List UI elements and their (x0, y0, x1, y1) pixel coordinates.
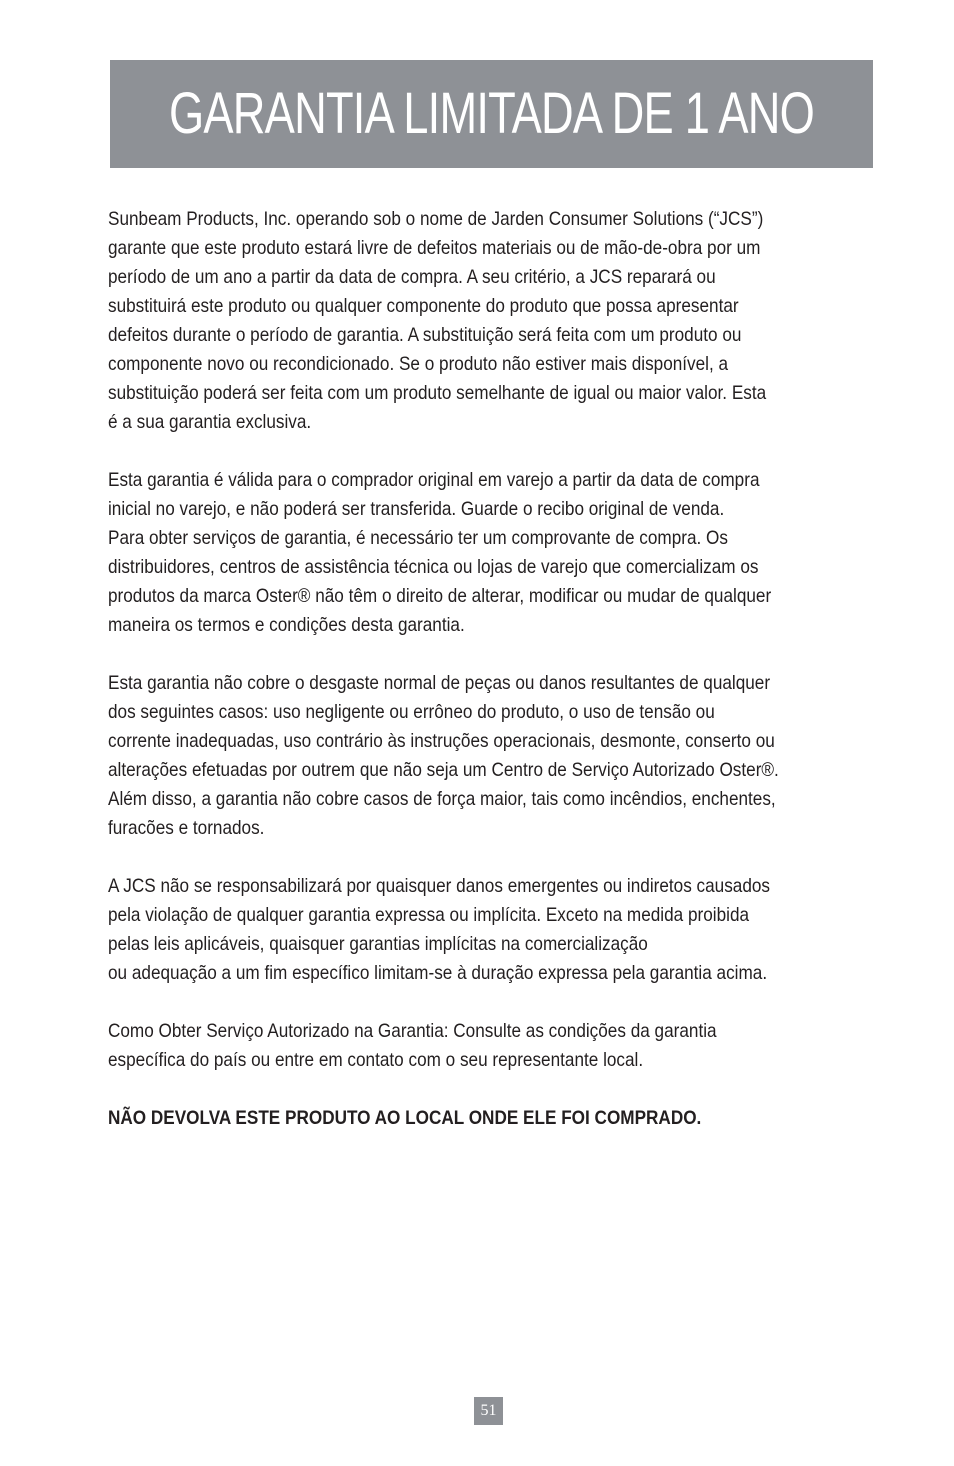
text-line: corrente inadequadas, uso contrário às instruções operacionais, desmonte, conserto ou (108, 730, 775, 752)
text-line: Esta garantia não cobre o desgaste normal de peças ou danos resultantes de qualquer (108, 672, 771, 694)
text-line: Esta garantia é válida para o comprador original em varejo a partir da data de compra (108, 469, 760, 491)
text-line: Além disso, a garantia não cobre casos de força maior, tais como incêndios, enchentes, (108, 788, 776, 810)
paragraph-original-purchaser (108, 466, 888, 640)
text-line: substituição poderá ser feita com um produto semelhante de igual ou maior valor. Esta (108, 382, 767, 404)
text-line: defeitos durante o período de garantia. A substituição será feita com um produto ou (108, 324, 742, 346)
text-line: inicial no varejo, e não poderá ser transferida. Guarde o recibo original de venda. (108, 498, 725, 520)
text-line: Sunbeam Products, Inc. operando sob o nome de Jarden Consumer Solutions (“JCS”) (108, 208, 764, 230)
text-line: dos seguintes casos: uso negligente ou errôneo do produto, o uso de tensão ou (108, 701, 715, 723)
text-line: Como Obter Serviço Autorizado na Garantia: Consulte as condições da garantia (108, 1020, 717, 1042)
paragraph-service (108, 1017, 888, 1075)
text-line: furacões e tornados. (108, 817, 265, 839)
page-number: 51 (474, 1397, 503, 1425)
text-line: ou adequação a um fim específico limitam-se à duração expressa pela garantia acima. (108, 962, 768, 984)
text-line: maneira os termos e condições desta garantia. (108, 614, 465, 636)
paragraph-exclusions (108, 669, 888, 843)
text-line: componente novo ou recondicionado. Se o produto não estiver mais disponível, a (108, 353, 729, 375)
text-line: distribuidores, centros de assistência técnica ou lojas de varejo que comercializam os (108, 556, 759, 578)
text-line: período de um ano a partir da data de compra. A seu critério, a JCS reparará ou (108, 266, 716, 288)
text-line: garante que este produto estará livre de defeitos materiais ou de mão-de-obra por um (108, 237, 761, 259)
title-banner (110, 60, 873, 168)
text-line: NÃO DEVOLVA ESTE PRODUTO AO LOCAL ONDE ELE FOI COMPRADO. (108, 1107, 702, 1129)
paragraph-liability (108, 872, 888, 988)
return-notice (108, 1104, 888, 1133)
text-line: específica do país ou entre em contato com o seu representante local. (108, 1049, 644, 1071)
paragraph-warranty-coverage (108, 205, 888, 437)
text-line: substituirá este produto ou qualquer componente do produto que possa apresentar (108, 295, 739, 317)
text-line: A JCS não se responsabilizará por quaisquer danos emergentes ou indiretos causados (108, 875, 771, 897)
text-line: Para obter serviços de garantia, é necessário ter um comprovante de compra. Os (108, 527, 728, 549)
text-line: é a sua garantia exclusiva. (108, 411, 312, 433)
text-line: produtos da marca Oster® não têm o direito de alterar, modificar ou mudar de qualquer (108, 585, 772, 607)
text-line: pela violação de qualquer garantia expressa ou implícita. Exceto na medida proibida (108, 904, 750, 926)
warranty-body (108, 205, 888, 1162)
page-title: GARANTIA LIMITADA DE 1 ANO (168, 81, 815, 146)
text-line: pelas leis aplicáveis, quaisquer garantias implícitas na comercialização (108, 933, 648, 955)
text-line: alterações efetuadas por outrem que não seja um Centro de Serviço Autorizado Oster®. (108, 759, 779, 781)
